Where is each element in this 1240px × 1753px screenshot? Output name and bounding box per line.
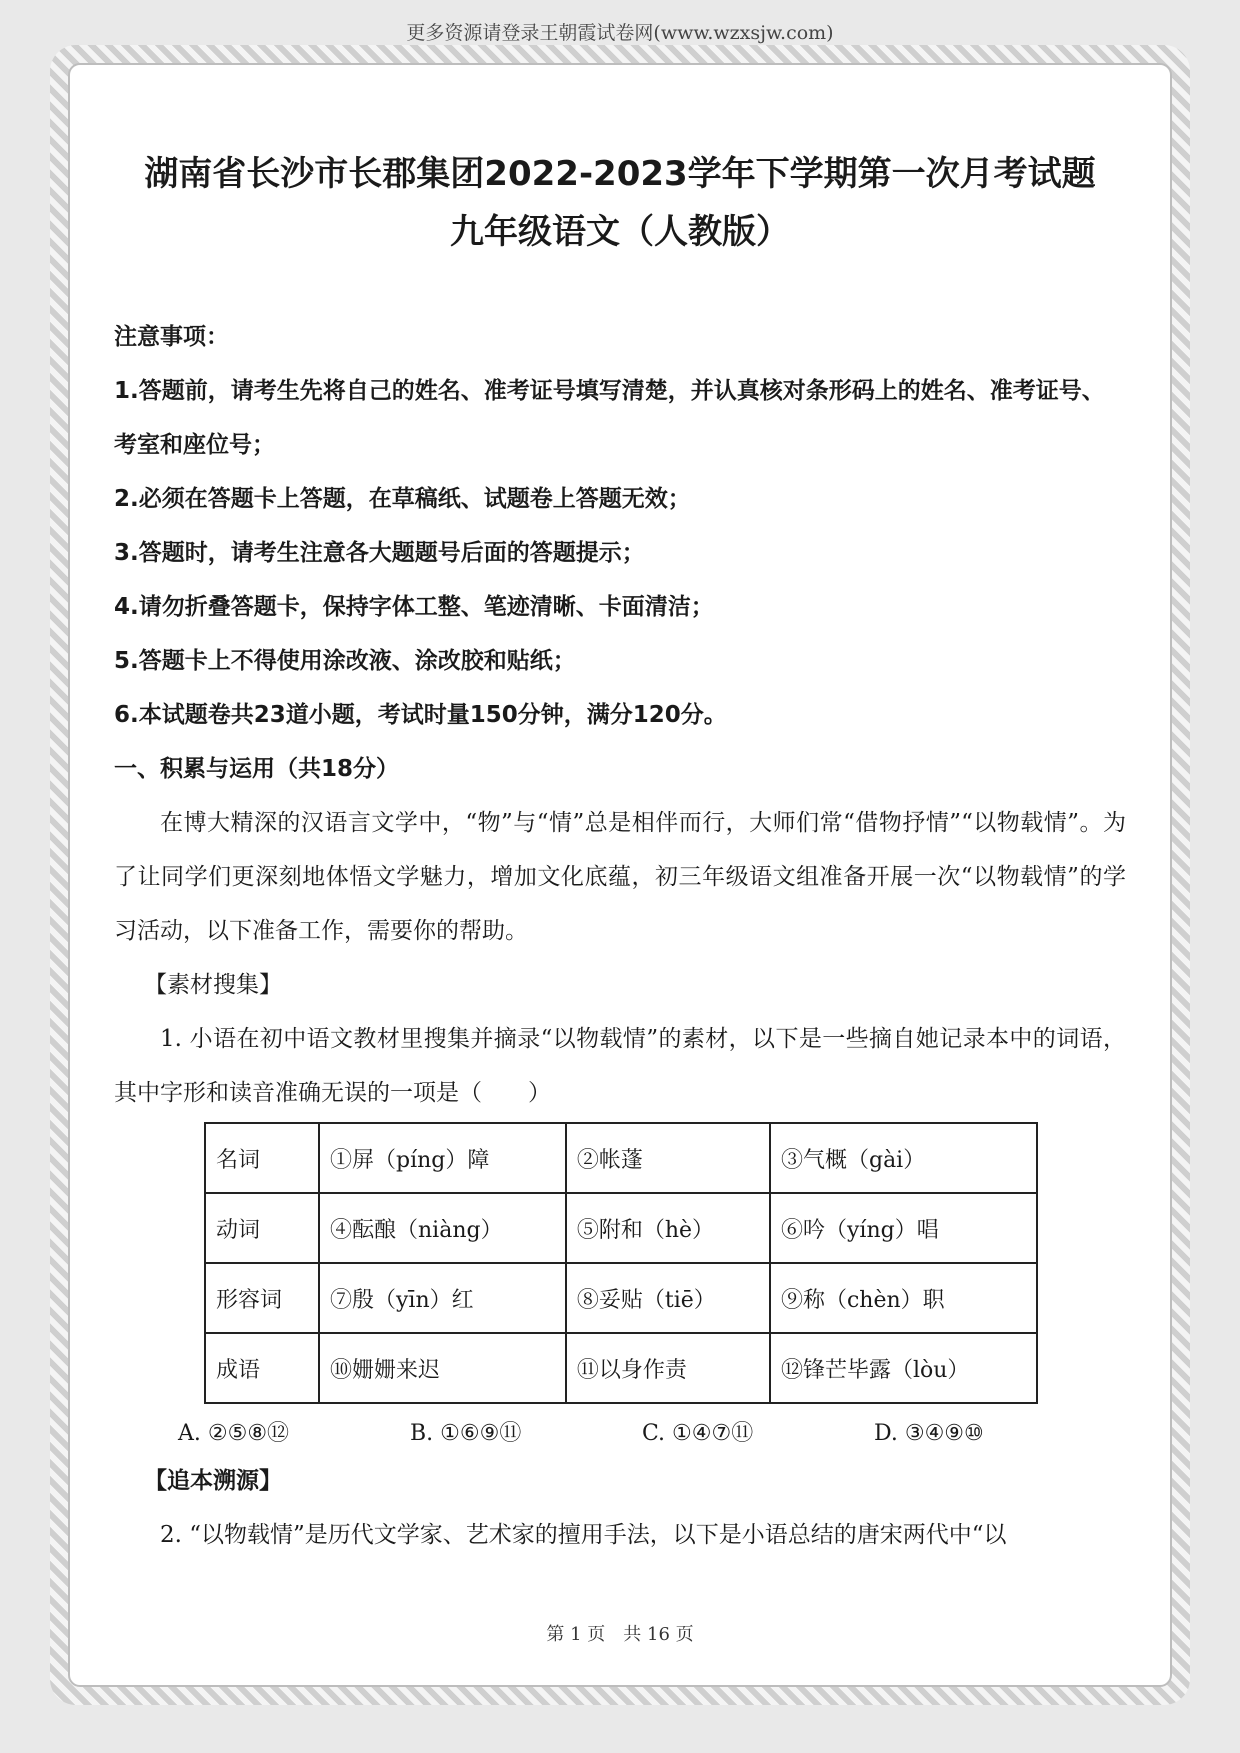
question-2: 2. “以物载情”是历代文学家、艺术家的擅用手法，以下是小语总结的唐宋两代中“以 — [160, 1522, 1007, 1548]
notice-item: 5.答题卡上不得使用涂改液、涂改胶和贴纸； — [114, 648, 576, 674]
table-cell: ⑧妥贴（tiē） — [566, 1263, 770, 1333]
table-cell: ⑩姗姗来迟 — [319, 1333, 566, 1403]
table-cell: ①屏（píng）障 — [319, 1123, 566, 1193]
option-c: C. ①④⑦⑪ — [642, 1421, 754, 1446]
table-cell: ⑤附和（hè） — [566, 1193, 770, 1263]
table-cell: ⑫锋芒毕露（lòu） — [770, 1333, 1037, 1403]
section-intro: 在博大精深的汉语言文学中，“物”与“情”总是相伴而行，大师们常“借物抒情”“以物载情”。为了让同学们更深刻地体悟文学魅力，增加文化底蕴，初三年级语文组准备开展一次“以物载情”的学习活动，以下准备工作，需要你的帮助。 — [114, 810, 1126, 944]
table-cell: 形容词 — [205, 1263, 319, 1333]
subsection-heading: 【追本溯源】 — [144, 1468, 282, 1494]
exam-page — [114, 150, 1126, 1562]
table-cell: ⑦殷（yīn）红 — [319, 1263, 566, 1333]
exam-subtitle: 九年级语文（人教版） — [450, 212, 790, 252]
answer-options — [114, 1414, 1126, 1454]
word-table — [204, 1122, 1038, 1404]
notice-item: 1.答题前，请考生先将自己的姓名、准考证号填写清楚，并认真核对条形码上的姓名、准考证号、考室和座位号； — [114, 378, 1105, 458]
table-cell: ③气概（gài） — [770, 1123, 1037, 1193]
table-cell: ⑥吟（yíng）唱 — [770, 1193, 1037, 1263]
table-cell: ④酝酿（niàng） — [319, 1193, 566, 1263]
table-row — [205, 1333, 1037, 1403]
notice-item: 6.本试题卷共23道小题，考试时量150分钟，满分120分。 — [114, 702, 727, 728]
notice-item: 2.必须在答题卡上答题，在草稿纸、试题卷上答题无效； — [114, 486, 691, 512]
subsection-heading: 【素材搜集】 — [144, 972, 282, 998]
notice-item: 3.答题时，请考生注意各大题题号后面的答题提示； — [114, 540, 645, 566]
option-d: D. ③④⑨⑩ — [874, 1421, 984, 1446]
notice-item: 4.请勿折叠答题卡，保持字体工整、笔迹清晰、卡面清洁； — [114, 594, 714, 620]
page-footer: 第 1 页 共 16 页 — [546, 1624, 694, 1645]
question-1: 1. 小语在初中语文教材里搜集并摘录“以物载情”的素材，以下是一些摘自她记录本中的词语，其中字形和读音准确无误的一项是（ ） — [114, 1026, 1126, 1106]
exam-title: 湖南省长沙市长郡集团2022-2023学年下学期第一次月考试题 — [144, 154, 1096, 194]
table-cell: ②帐蓬 — [566, 1123, 770, 1193]
table-cell: 成语 — [205, 1333, 319, 1403]
table-cell: 动词 — [205, 1193, 319, 1263]
table-cell: 名词 — [205, 1123, 319, 1193]
section-heading: 一、积累与运用（共18分） — [114, 756, 400, 782]
site-note: 更多资源请登录王朝霞试卷网(www.wzxsjw.com) — [406, 22, 834, 44]
notice-heading: 注意事项： — [114, 324, 229, 350]
table-cell: ⑪以身作责 — [566, 1333, 770, 1403]
table-row — [205, 1193, 1037, 1263]
option-b: B. ①⑥⑨⑪ — [410, 1421, 522, 1446]
option-a: A. ②⑤⑧⑫ — [178, 1421, 290, 1446]
table-row — [205, 1123, 1037, 1193]
table-row — [205, 1263, 1037, 1333]
table-cell: ⑨称（chèn）职 — [770, 1263, 1037, 1333]
